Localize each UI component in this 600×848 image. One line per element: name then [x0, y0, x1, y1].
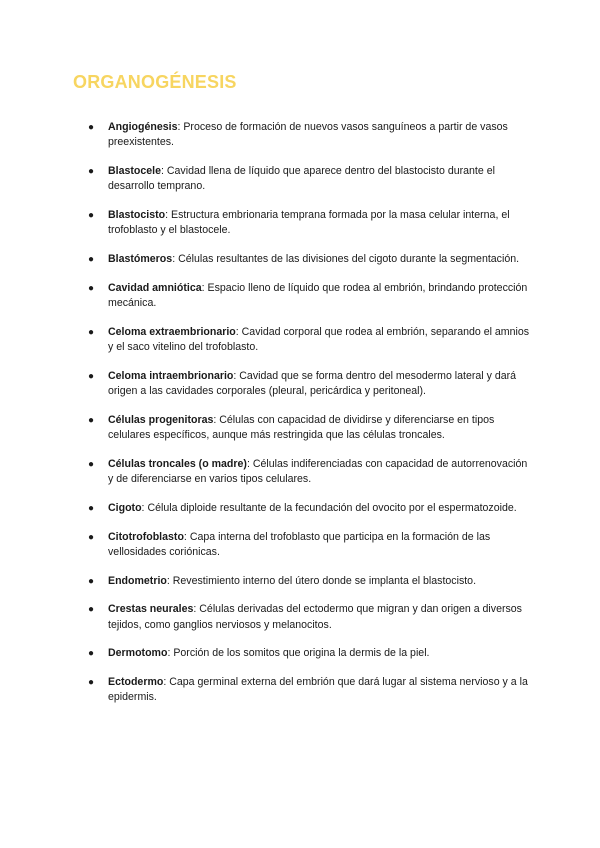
glossary-entry [0, 369, 600, 399]
glossary-entry [0, 281, 600, 311]
glossary-entry [0, 120, 600, 150]
glossary-term: Celoma intraembrionario [108, 369, 234, 382]
glossary-entry [0, 675, 600, 705]
glossary-definition: Cavidad que se forma dentro del mesodermo lateral y dará origen a las cavidades corporales (pleural, pericárdica y peritoneal). [108, 369, 517, 397]
glossary-definition: Célula diploide resultante de la fecundación del ovocito por el espermatozoide. [147, 501, 517, 514]
term-separator: : [167, 647, 174, 660]
glossary-term: Cigoto [108, 501, 142, 514]
glossary-definition: Células resultantes de las divisiones del cigoto durante la segmentación. [178, 253, 520, 265]
bullet-icon: ● [88, 458, 95, 470]
glossary-term: Ectodermo [108, 676, 164, 689]
glossary-entry [0, 574, 600, 589]
glossary-definition: Células indiferenciadas con capacidad de autorrenovación y de diferenciarse en varios tipos celulares. [108, 457, 528, 485]
glossary-term: Citotrofoblasto [108, 530, 184, 543]
bullet-icon: ● [88, 648, 95, 660]
glossary-definition: Cavidad corporal que rodea al embrión, separando el amnios y el saco vitelino del trofoblasto. [108, 325, 530, 353]
term-separator: : [166, 574, 173, 587]
term-separator: : [163, 676, 170, 689]
glossary-term: Dermotomo [108, 647, 168, 660]
term-separator: : [183, 530, 190, 543]
term-separator: : [246, 457, 253, 470]
bullet-icon: ● [88, 531, 95, 543]
glossary-term: Cavidad amniótica [108, 281, 202, 294]
bullet-icon: ● [88, 575, 95, 587]
glossary-term: Blastocele [108, 165, 161, 177]
bullet-icon: ● [88, 254, 95, 265]
glossary-term: Angiogénesis [108, 121, 178, 133]
term-separator: : [193, 603, 200, 616]
glossary-entry [0, 501, 600, 516]
glossary-term: Celoma extraembrionario [108, 325, 236, 338]
bullet-icon: ● [88, 166, 95, 177]
term-separator: : [235, 325, 242, 338]
glossary-definition: Capa germinal externa del embrión que dará lugar al sistema nervioso y a la epidermis. [108, 676, 528, 704]
bullet-icon: ● [88, 604, 95, 616]
glossary-entry [0, 530, 600, 560]
term-separator: : [172, 253, 179, 265]
glossary-definition: Cavidad llena de líquido que aparece dentro del blastocisto durante el desarrollo temprano. [108, 165, 495, 193]
glossary-definition: Espacio lleno de líquido que rodea al embrión, brindando protección mecánica. [108, 281, 528, 309]
bullet-icon: ● [88, 210, 95, 221]
glossary-definition: Células derivadas del ectodermo que migran y dan origen a diversos tejidos, como ganglios nerviosos y melanocitos. [108, 603, 522, 631]
term-separator: : [233, 369, 240, 382]
bullet-icon: ● [88, 326, 95, 338]
glossary-entry [0, 252, 600, 267]
term-separator: : [201, 281, 208, 294]
glossary-definition: Revestimiento interno del útero donde se implanta el blastocisto. [172, 574, 477, 587]
glossary-definition: Células con capacidad de dividirse y diferenciarse en tipos celulares específicos, aunque más restringida que las células troncales. [108, 413, 495, 441]
bullet-icon: ● [88, 282, 95, 294]
glossary-definition: Estructura embrionaria temprana formada por la masa celular interna, el trofoblasto y el blastocele. [108, 209, 510, 237]
glossary-entry [0, 646, 600, 661]
bullet-icon: ● [88, 677, 95, 689]
glossary-definition: Porción de los somitos que origina la dermis de la piel. [173, 647, 430, 660]
glossary-term: Células troncales (o madre) [108, 457, 247, 470]
glossary-entry [0, 325, 600, 355]
glossary-entry [0, 602, 600, 632]
bullet-icon: ● [88, 122, 95, 133]
glossary-definition: Capa interna del trofoblasto que participa en la formación de las vellosidades coriónicas. [108, 530, 491, 558]
term-separator: : [161, 165, 167, 177]
term-separator: : [213, 413, 220, 426]
page-title: ORGANOGÉNESIS [73, 72, 237, 92]
term-separator: : [141, 501, 148, 514]
glossary-entry [0, 164, 600, 194]
bullet-icon: ● [88, 502, 95, 514]
glossary-term: Blastocisto [108, 209, 166, 221]
glossary-term: Blastómeros [108, 253, 173, 265]
glossary-term: Endometrio [108, 574, 167, 587]
glossary-definition: Proceso de formación de nuevos vasos sanguíneos a partir de vasos preexistentes. [108, 121, 508, 149]
bullet-icon: ● [88, 370, 95, 382]
glossary-list [0, 120, 600, 719]
glossary-entry [0, 208, 600, 238]
bullet-icon: ● [88, 414, 95, 426]
glossary-entry [0, 457, 600, 487]
term-separator: : [177, 121, 184, 133]
glossary-term: Células progenitoras [108, 413, 214, 426]
glossary-entry [0, 413, 600, 443]
glossary-term: Crestas neurales [108, 603, 194, 616]
term-separator: : [165, 209, 171, 221]
